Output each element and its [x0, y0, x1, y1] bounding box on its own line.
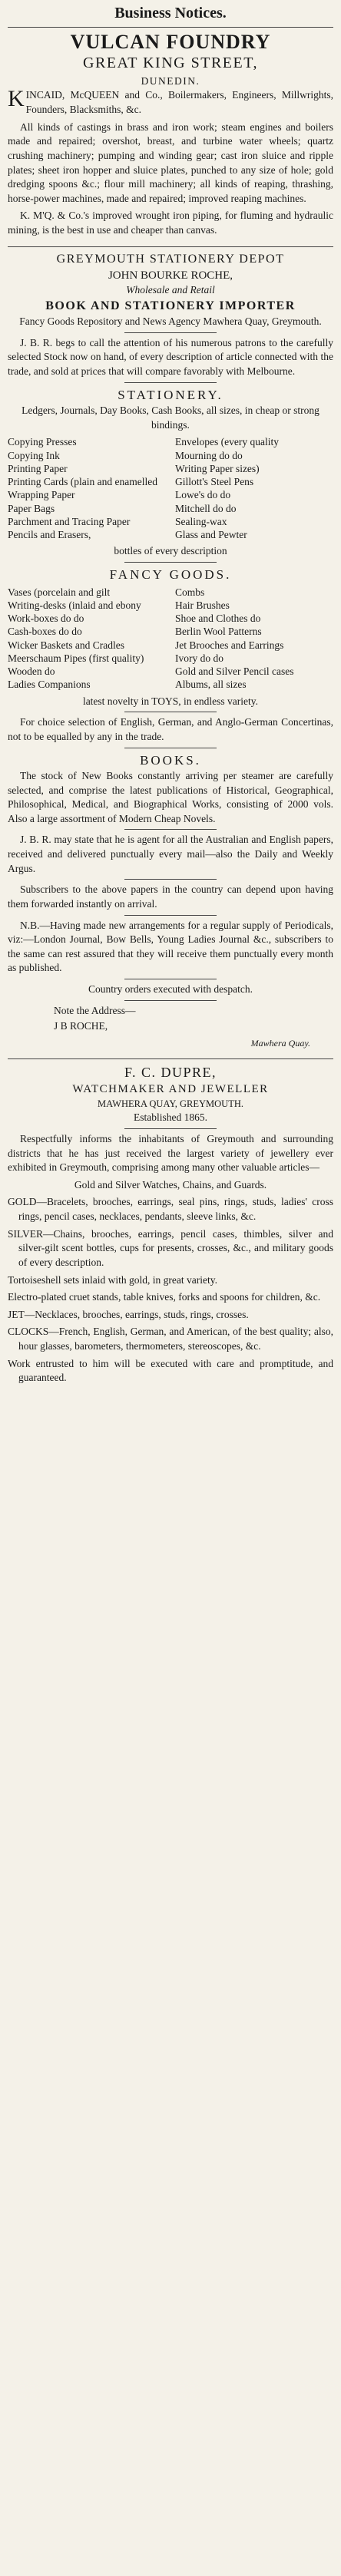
depot-trade: Wholesale and Retail — [126, 284, 215, 296]
dupre-item: CLOCKS—French, English, German, and American, of the best quality; also, hour glasses, barometers, thermometers, stereoscopes, &c. — [8, 1326, 333, 1352]
vulcan-body: All kinds of castings in brass and iron work; steam engines and boilers made and repaired; overshot, breast, and turbine water wheels; quartz crushing machinery; pumping and winding gear; cast iron sluice and ripple plates; sheet iron hopper and sluice plates, punched to any size of hole; gold dredging spoons &c.; flour mill machinery; all kinds of reaping, thrashing, horse-power machines, made and repaired; improved reaping machines. — [8, 121, 333, 204]
list-item: Shoe and Clothes do — [175, 613, 261, 625]
list-item: Vases (porcelain and gilt — [8, 586, 111, 598]
divider — [8, 1058, 333, 1059]
fancy-goods-title: FANCY GOODS. — [109, 567, 232, 583]
divider — [124, 829, 217, 830]
divider — [124, 1128, 217, 1129]
divider — [8, 246, 333, 247]
dupre-item: Work entrusted to him will be executed with care and promptitude, and guaranteed. — [8, 1357, 333, 1384]
stationery-intro: Ledgers, Journals, Day Books, Cash Books, all sizes, in cheap or strong bindings. — [22, 405, 319, 431]
signature-name: J B ROCHE, — [54, 1020, 108, 1032]
vulcan-street: GREAT KING STREET, — [83, 54, 258, 72]
list-item: Berlin Wool Patterns — [175, 626, 262, 638]
signature-address: Mawhera Quay. — [250, 1037, 310, 1049]
divider — [124, 332, 217, 333]
list-item: Pencils and Erasers, — [8, 529, 91, 541]
fancy-goods-list — [8, 586, 333, 692]
vulcan-foundry-ad — [8, 30, 333, 244]
fancy-left-column — [8, 586, 166, 692]
list-item: Gillott's Steel Pens — [175, 476, 254, 488]
depot-attention: J. B. R. begs to call the attention of his numerous patrons to the carefully selected Stock now on hand, of every description of article connected with the trade, and sold at prices that will compare favorably with Melbourne. — [8, 336, 333, 377]
list-item: Copying Presses — [8, 436, 77, 448]
list-item: Parchment and Tracing Paper — [8, 515, 131, 527]
depot-owner: JOHN BOURKE ROCHE, — [108, 269, 233, 282]
concertinas-text: For choice selection of English, German, and Anglo-German Concertinas, not to be equalled by any in the trade. — [8, 716, 333, 742]
list-item: Albums, all sizes — [175, 679, 247, 691]
vulcan-name: VULCAN FOUNDRY — [70, 30, 271, 53]
stationery-title: STATIONERY. — [118, 387, 223, 402]
signature-block — [8, 1018, 333, 1037]
list-item: Wicker Baskets and Cradles — [8, 639, 125, 651]
fancy-right-column — [175, 586, 333, 692]
divider — [124, 915, 217, 916]
dupre-name: F. C. DUPRE, — [124, 1064, 217, 1080]
subscribers-text: Subscribers to the above papers in the country can depend upon having them forwarded instantly on arrival. — [8, 883, 333, 910]
signature-address-row — [8, 1037, 333, 1053]
depot-title: GREYMOUTH STATIONERY DEPOT — [56, 252, 285, 266]
list-item: Ladies Companions — [8, 679, 91, 691]
list-item: Wooden do — [8, 665, 55, 678]
list-item: Writing Paper sizes) — [175, 462, 260, 474]
country-orders-text: Country orders executed with despatch. — [88, 983, 253, 996]
list-item: Envelopes (every quality — [175, 436, 279, 448]
list-item: Printing Cards (plain and enamelled — [8, 476, 157, 488]
books-text: The stock of New Books constantly arriving per steamer are carefully selected, and comprise the latest publications of Historical, Geographical, Philosophical, Medical, and Biographical Works, consisting of 2000 vols. Also a large assortment of Modern Cheap Novels. — [8, 769, 333, 824]
depot-repository: Fancy Goods Repository and News Agency Mawhera Quay, Greymouth. — [19, 315, 322, 328]
list-item: Jet Brooches and Earrings — [175, 639, 284, 651]
stationery-list — [8, 435, 333, 541]
list-item: Copying Ink — [8, 449, 60, 461]
dupre-title: WATCHMAKER AND JEWELLER — [72, 1083, 269, 1096]
books-title: BOOKS. — [140, 752, 201, 768]
depot-heading: BOOK AND STATIONERY IMPORTER — [45, 299, 296, 313]
dupre-item: GOLD—Bracelets, brooches, earrings, seal pins, rings, studs, ladies' cross rings, pencil cases, necklaces, pendants, sleeve links, &c. — [8, 1196, 333, 1223]
stationery-right-column — [175, 435, 333, 541]
list-item: Ivory do do — [175, 652, 223, 664]
vulcan-intro: KINCAID, McQUEEN and Co., Boilermakers, Engineers, Millwrights, Founders, Blacksmiths, &c. — [8, 86, 333, 116]
agent-text: J. B. R. may state that he is agent for all the Australian and English papers, received and delivered punctually every mail—also the Daily and Weekly Argus. — [8, 834, 333, 874]
divider — [124, 562, 217, 563]
dupre-item: JET—Necklaces, brooches, earrings, studs, rings, crosses. — [8, 1308, 249, 1320]
vulcan-city: DUNEDIN. — [141, 74, 200, 87]
list-item: Printing Paper — [8, 462, 68, 474]
dupre-item: Electro-plated cruet stands, table knives, forks and spoons for children, &c. — [8, 1291, 321, 1303]
list-item: Meerschaum Pipes (first quality) — [8, 652, 144, 664]
page-title: Business Notices. — [114, 5, 227, 21]
dupre-intro: Respectfully informs the inhabitants of Greymouth and surrounding districts that he has just received the largest variety of jewellery ever exhibited in Greymouth, comprising among many other valuable articles— — [8, 1132, 333, 1174]
list-item: Paper Bags — [8, 502, 55, 514]
list-item: Cash-boxes do do — [8, 626, 82, 638]
list-item: Mourning do do — [175, 449, 243, 461]
list-item: Mitchell do do — [175, 502, 237, 514]
list-item: Work-boxes do do — [8, 613, 84, 625]
fancy-tail: latest novelty in TOYS, in endless variety. — [82, 695, 259, 707]
nb-text: N.B.—Having made new arrangements for a regular supply of Periodicals, viz:—London Journal, Bow Bells, Young Ladies Journal &c., subscribers to the same can rest assured that they will receive them punctually every month as published. — [8, 919, 333, 974]
divider — [124, 1000, 217, 1001]
list-item: Wrapping Paper — [8, 489, 75, 501]
stationery-left-column — [8, 435, 166, 541]
divider — [8, 27, 333, 28]
dupre-subhead: Gold and Silver Watches, Chains, and Guards. — [74, 1178, 267, 1191]
list-item: Combs — [175, 586, 205, 598]
vulcan-note: K. M'Q. & Co.'s improved wrought iron piping, for fluming and hydraulic mining, is the best in use and cheaper than canvas. — [8, 210, 333, 236]
greymouth-depot-ad — [8, 249, 333, 1056]
divider — [124, 382, 217, 383]
dupre-item: SILVER—Chains, brooches, earrings, pencil cases, thimbles, silver and silver-gilt scent bottles, cups for presents, crosses, &c., and military goods of every description. — [8, 1227, 333, 1268]
list-item: Gold and Silver Pencil cases — [175, 665, 294, 678]
list-item: Writing-desks (inlaid and ebony — [8, 599, 141, 611]
list-item: Sealing-wax — [175, 515, 227, 527]
list-item: Glass and Pewter — [175, 529, 247, 541]
list-item: Lowe's do do — [175, 489, 231, 501]
dupre-ad — [8, 1062, 333, 1392]
stationery-tail: bottles of every description — [114, 545, 227, 557]
dupre-address: MAWHERA QUAY, GREYMOUTH. — [98, 1098, 243, 1110]
note-address-label: Note the Address— — [54, 1004, 136, 1016]
list-item: Hair Brushes — [175, 599, 230, 611]
divider — [124, 879, 217, 880]
dupre-item: Tortoiseshell sets inlaid with gold, in great variety. — [8, 1273, 217, 1286]
dupre-established: Established 1865. — [134, 1111, 207, 1124]
